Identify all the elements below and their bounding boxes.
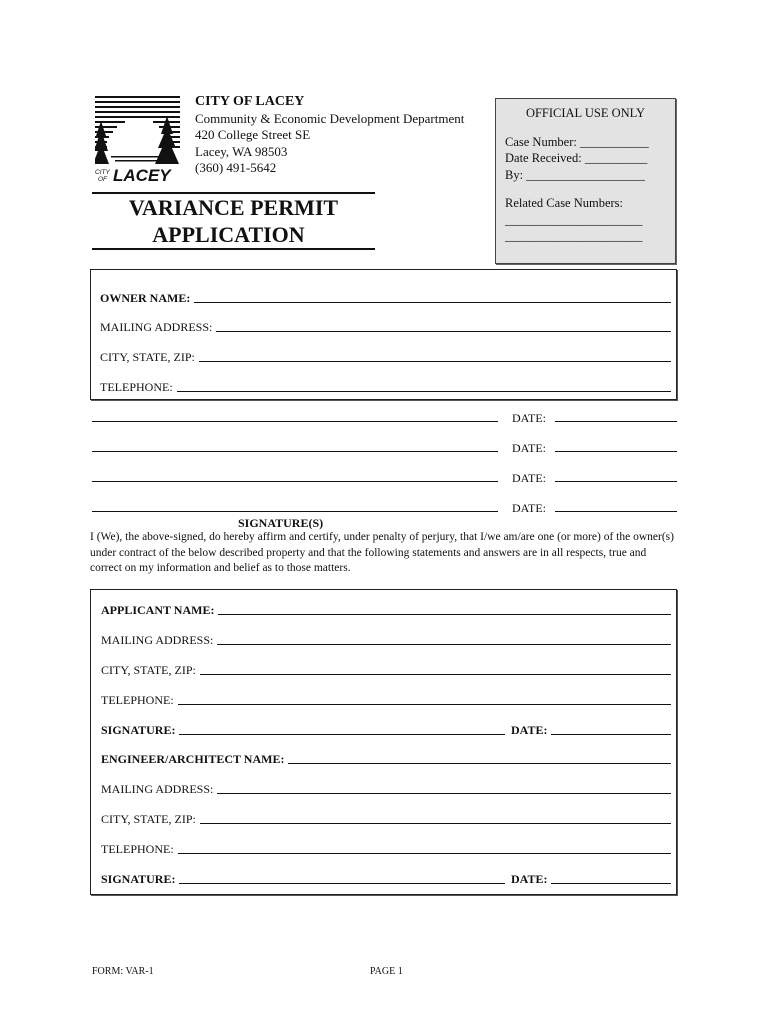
engineer-date-field[interactable] [511, 872, 671, 887]
official-use-heading: OFFICIAL USE ONLY [525, 106, 646, 120]
date-received-field: Date Received: __________ [505, 151, 648, 165]
applicant-section [90, 589, 677, 895]
applicant-telephone-label: TELEPHONE: [101, 693, 174, 707]
owner-signature-line[interactable] [92, 481, 498, 482]
engineer-mailing-address-field[interactable] [101, 782, 671, 797]
owner-city-state-zip-field[interactable] [100, 350, 671, 365]
city-of-lacey-logo [95, 96, 180, 182]
engineer-name-label: ENGINEER/ARCHITECT NAME: [101, 752, 285, 766]
engineer-name-field[interactable] [101, 752, 671, 767]
engineer-telephone-label: TELEPHONE: [101, 842, 174, 856]
signature-date-label: DATE: [512, 411, 546, 425]
applicant-mailing-label: MAILING ADDRESS: [101, 633, 214, 647]
signatures-heading: SIGNATURE(S) [238, 516, 324, 530]
form-title [92, 194, 375, 248]
engineer-city-state-zip-field[interactable] [101, 812, 671, 827]
applicant-name-label: APPLICANT NAME: [101, 603, 215, 617]
owner-mailing-label: MAILING ADDRESS: [100, 320, 213, 334]
applicant-date-field[interactable] [511, 723, 671, 738]
related-case-line: ______________________ [505, 229, 643, 243]
case-number-field: Case Number: ___________ [505, 134, 649, 149]
engineer-signature-field[interactable] [101, 872, 505, 887]
engineer-telephone-field[interactable] [101, 842, 671, 857]
applicant-telephone-field[interactable] [101, 693, 671, 708]
owner-signature-line[interactable] [92, 451, 498, 452]
engineer-date-label: DATE: [511, 872, 548, 886]
city-state-zip: Lacey, WA 98503 [195, 143, 288, 159]
applicant-city-label: CITY, STATE, ZIP: [101, 663, 196, 677]
department-name: Community & Economic Development Department [195, 110, 465, 126]
signature-date-line[interactable] [555, 511, 677, 512]
phone-number: (360) 491-5642 [195, 160, 277, 175]
official-use-box [495, 98, 676, 264]
svg-text:OF: OF [98, 176, 108, 182]
signature-date-line[interactable] [555, 451, 677, 452]
applicant-signature-label: SIGNATURE: [101, 723, 176, 737]
applicant-city-state-zip-field[interactable] [101, 663, 671, 678]
title-bottom-rule [92, 248, 375, 250]
signature-date-label: DATE: [512, 501, 546, 515]
svg-text:LACEY: LACEY [113, 166, 171, 182]
street-address: 420 College Street SE [195, 127, 311, 142]
owner-telephone-field[interactable] [100, 380, 671, 395]
owner-signature-line[interactable] [92, 511, 498, 512]
owner-telephone-label: TELEPHONE: [100, 380, 173, 394]
form-number: FORM: VAR-1 [92, 966, 154, 977]
department-address [195, 94, 464, 177]
signature-date-line[interactable] [555, 421, 677, 422]
signature-date-line[interactable] [555, 481, 677, 482]
form-title-line2: APPLICATION [152, 222, 305, 247]
owner-section [90, 269, 677, 400]
owner-name-label: OWNER NAME: [100, 291, 191, 305]
related-case-line: ______________________ [505, 212, 643, 227]
form-title-line1: VARIANCE PERMIT [128, 195, 339, 220]
engineer-signature-label: SIGNATURE: [101, 872, 176, 886]
applicant-date-label: DATE: [511, 723, 548, 737]
applicant-name-field[interactable] [101, 603, 671, 618]
engineer-mailing-label: MAILING ADDRESS: [101, 782, 214, 796]
city-name: CITY OF LACEY [195, 94, 305, 109]
svg-text:CITY: CITY [95, 169, 110, 176]
owner-mailing-address-field[interactable] [100, 320, 671, 335]
owner-city-label: CITY, STATE, ZIP: [100, 350, 195, 364]
affirmation-statement: I (We), the above-signed, do hereby affirm and certify, under penalty of perjury, that I/we am/are one (or more) of the owner(s) under contract of the below described property and that the following statements and answers are in all respects, true and correct on my information and belief as to those matters. [90, 531, 674, 574]
engineer-city-label: CITY, STATE, ZIP: [101, 812, 196, 826]
applicant-mailing-address-field[interactable] [101, 633, 671, 648]
page-number: PAGE 1 [370, 966, 403, 977]
applicant-signature-field[interactable] [101, 723, 505, 738]
owner-name-field[interactable] [100, 291, 671, 306]
signature-date-label: DATE: [512, 471, 546, 485]
signature-date-label: DATE: [512, 441, 546, 455]
received-by-field: By: ___________________ [505, 167, 645, 182]
owner-signature-line[interactable] [92, 421, 498, 422]
related-case-label: Related Case Numbers: [505, 196, 624, 210]
